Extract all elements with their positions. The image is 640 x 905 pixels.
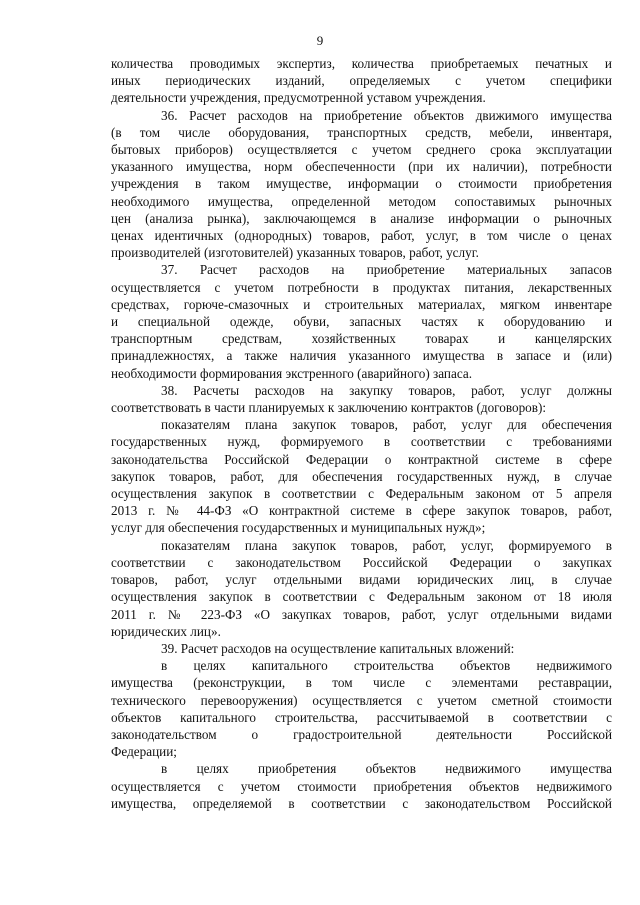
- text-line: показателям плана закупок товаров, работ, услуг, формируемого в: [161, 537, 612, 553]
- text-line: показателям плана закупок товаров, работ, услуг для обеспечения: [161, 417, 612, 433]
- paragraph: [111, 261, 612, 381]
- text-line: учреждения в таком имуществе, информации о стоимости приобретения: [111, 176, 612, 192]
- paragraph: [111, 107, 612, 262]
- paragraph: [111, 537, 612, 640]
- text-line: производителей (изготовителей) указанных товаров, работ, услуг.: [111, 245, 479, 261]
- text-line: соответствовать в части планируемых к заключению контрактов (договоров):: [111, 400, 547, 416]
- text-line: законодательства Российской Федерации о контрактной системе в сфере: [111, 451, 612, 467]
- text-line: указанного имущества, норм обеспеченности (при их наличии), потребности: [111, 159, 612, 175]
- text-line: осуществления закупок в соответствии с Федеральным законом от 5 апреля: [111, 486, 612, 502]
- text-line: законодательством о градостроительной деятельности Российской: [111, 726, 612, 742]
- text-line: технического перевооружения) осуществляется с учетом сметной стоимости: [111, 692, 612, 708]
- text-line: имущества, определяемой в соответствии с законодательством Российской: [111, 795, 612, 811]
- text-line: ценах идентичных (однородных) товаров, работ, услуг, в том числе о ценах: [111, 228, 612, 244]
- text-line: осуществляется с учетом потребности в продуктах питания, лекарственных: [111, 279, 612, 295]
- text-line: и специальной одежде, обуви, запасных частях к оборудованию и: [111, 314, 612, 330]
- paragraph: [111, 657, 612, 760]
- text-line: необходимого имущества, определенной методом сопоставимых рыночных: [111, 193, 612, 209]
- text-line: услуг для обеспечения государственных и муниципальных нужд»;: [111, 520, 486, 536]
- text-line: количества проводимых экспертиз, количества приобретаемых печатных и: [111, 56, 612, 71]
- text-line: принадлежностях, а также наличия указанного имущества в запасе и (или): [111, 348, 612, 364]
- page-number: 9: [316, 33, 324, 48]
- paragraph: [111, 640, 612, 657]
- text-line: 38. Расчеты расходов на закупку товаров, работ, услуг должны: [161, 382, 612, 398]
- paragraph: [111, 382, 612, 416]
- text-line: 37. Расчет расходов на приобретение материальных запасов: [161, 262, 612, 278]
- text-line: осуществления закупок в соответствии с Федеральным законом от 18 июля: [111, 589, 612, 605]
- text-line: 39. Расчет расходов на осуществление капитальных вложений:: [161, 640, 515, 656]
- text-line: Федерации;: [111, 744, 177, 760]
- text-line: цен (анализа рынка), заключающемся в анализе информации о рыночных: [111, 210, 612, 226]
- text-line: 2013 г. № 44-ФЗ «О контрактной системе в сфере закупок товаров, работ,: [111, 503, 612, 519]
- text-line: соответствии с законодательством Российской Федерации о закупках: [111, 554, 612, 570]
- paragraph: [111, 55, 612, 107]
- text-line: юридических лиц».: [111, 623, 221, 639]
- text-line: товаров, работ, услуг отдельными видами юридических лиц, в случае: [111, 572, 612, 588]
- text-line: 2011 г. № 223-ФЗ «О закупках товаров, работ, услуг отдельными видами: [111, 606, 612, 622]
- text-line: бытовых приборов) осуществляется с учетом среднего срока эксплуатации: [111, 142, 612, 158]
- text-line: транспортным средствам, хозяйственных товарах и канцелярских: [111, 331, 612, 347]
- text-line: (в том числе оборудования, транспортных средств, мебели, инвентаря,: [111, 124, 612, 140]
- text-line: иных периодических изданий, определяемых с учетом специфики: [111, 73, 612, 89]
- text-line: средствах, горюче-смазочных и строительных материалах, мягком инвентаре: [111, 296, 612, 312]
- text-line: необходимости формирования экстренного (аварийного) запаса.: [111, 365, 473, 381]
- text-line: объектов капитального строительства, рассчитываемой в соответствии с: [111, 709, 612, 725]
- text-line: осуществляется с учетом стоимости приобретения объектов недвижимого: [111, 778, 612, 794]
- paragraph: [111, 760, 612, 812]
- text-line: закупок товаров, работ, для обеспечения государственных нужд, в случае: [111, 468, 612, 484]
- text-line: имущества (реконструкции, в том числе с элементами реставрации,: [111, 675, 612, 691]
- document-body: [111, 55, 612, 812]
- text-line: деятельности учреждения, предусмотренной уставом учреждения.: [111, 90, 486, 106]
- text-line: в целях капитального строительства объектов недвижимого: [161, 658, 612, 674]
- text-line: 36. Расчет расходов на приобретение объектов движимого имущества: [161, 107, 612, 123]
- text-line: в целях приобретения объектов недвижимого имущества: [161, 761, 612, 777]
- paragraph: [111, 416, 612, 536]
- text-line: государственных нужд, формируемого в соответствии с требованиями: [111, 434, 612, 450]
